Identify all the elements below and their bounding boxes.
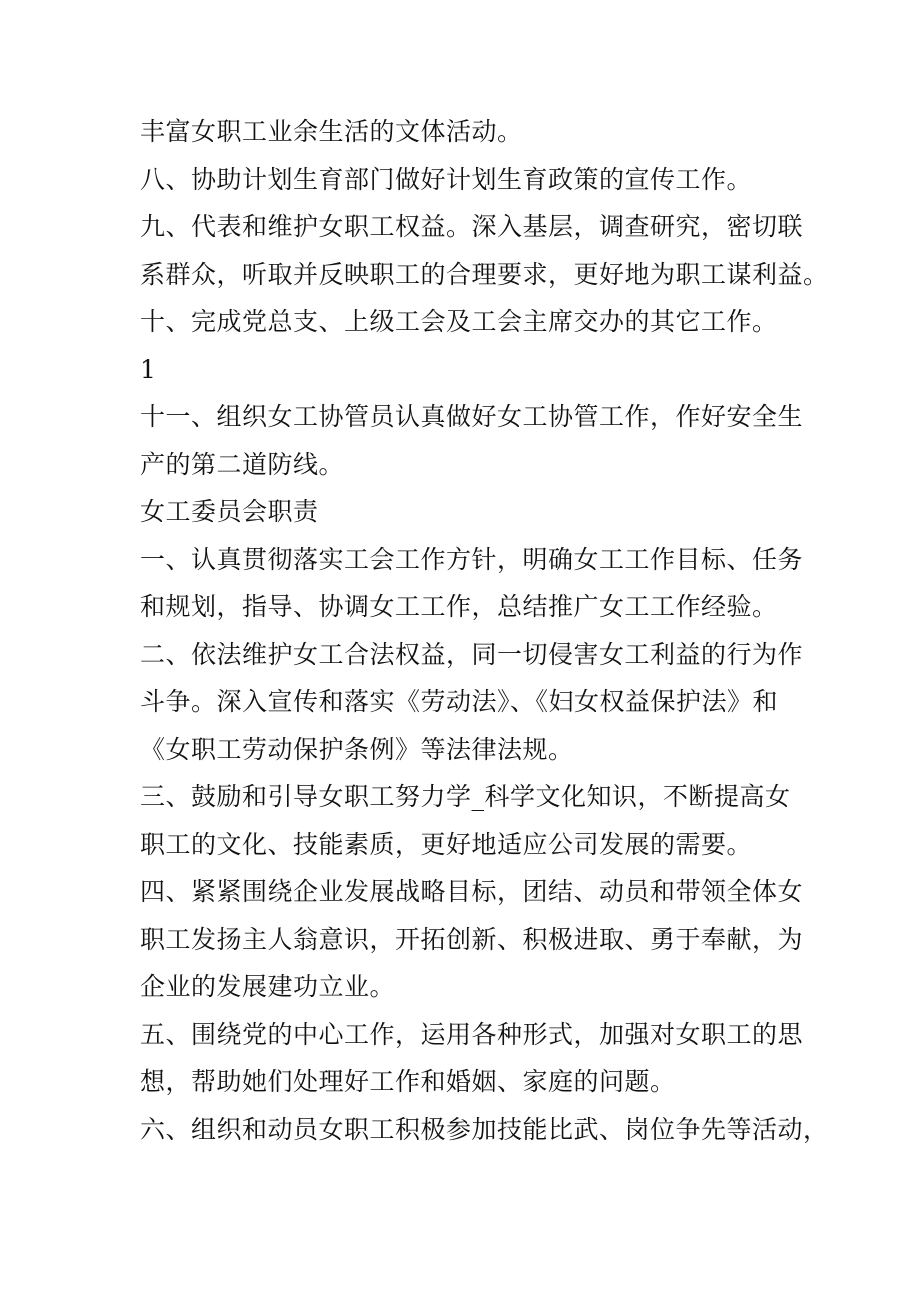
text-line: 六、组织和动员女职工积极参加技能比武、岗位争先等活动，: [140, 1114, 829, 1144]
text-line: 十、完成党总支、上级工会及工会主席交办的其它工作。: [140, 307, 778, 336]
page-number: 1: [140, 354, 157, 384]
text-line: 九、代表和维护女职工权益。深入基层，调查研究，密切联: [140, 212, 804, 241]
text-line: 职工发扬主人翁意识，开拓创新、积极进取、勇于奉献，为: [140, 924, 804, 954]
document-body: [140, 108, 829, 1153]
text-line: 四、紧紧围绕企业发展战略目标，团结、动员和带领全体女: [140, 877, 804, 906]
text-line: 想，帮助她们处理好工作和婚姻、家庭的问题。: [140, 1067, 676, 1096]
text-line: 斗争。深入宣传和落实《劳动法》、《妇女权益保护法》和: [140, 687, 779, 716]
text-line: 职工的文化、技能素质，更好地适应公司发展的需要。: [140, 829, 753, 859]
text-line: 八、协助计划生育部门做好计划生育政策的宣传工作。: [140, 164, 753, 194]
text-line: 丰富女职工业余生活的文体活动。: [140, 117, 523, 146]
text-line: 系群众，听取并反映职工的合理要求，更好地为职工谋利益。: [140, 259, 829, 289]
section-heading: 女工委员会职责: [140, 497, 319, 526]
text-line: 和规划，指导、协调女工工作，总结推广女工工作经验。: [140, 592, 778, 621]
text-line: 三、鼓励和引导女职工努力学_科学文化知识，不断提高女: [140, 782, 791, 811]
text-line: 二、依法维护女工合法权益，同一切侵害女工利益的行为作: [140, 639, 804, 669]
text-line: 《女职工劳动保护条例》等法律法规。: [140, 734, 574, 764]
text-line: 一、认真贯彻落实工会工作方针，明确女工工作目标、任务: [140, 544, 804, 574]
text-line: 产的第二道防线。: [140, 449, 345, 479]
text-line: 企业的发展建功立业。: [140, 972, 396, 1001]
text-line: 五、围绕党的中心工作，运用各种形式，加强对女职工的思: [140, 1019, 804, 1049]
text-line: 十一、组织女工协管员认真做好女工协管工作，作好安全生: [140, 402, 804, 431]
